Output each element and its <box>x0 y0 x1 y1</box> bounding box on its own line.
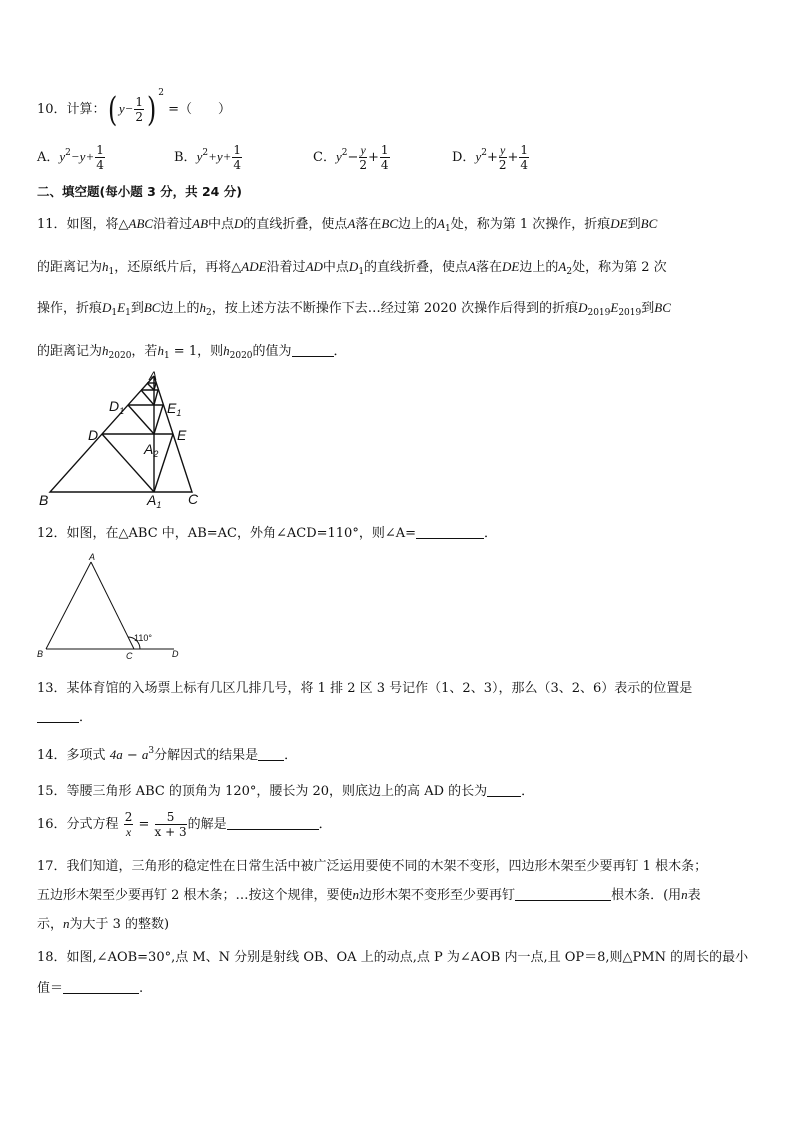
option-b: B．$y^2+y+$ $\frac{1}{4}$ <box>174 143 242 172</box>
question-17-line-1: 17．我们知道，三角形的稳定性在日常生活中被广泛运用要使不同的木架不变形，四边形木架至少要再钉 1 根木条； <box>37 859 708 874</box>
answer-blank-17 <box>515 888 611 901</box>
q10-number: 10．计算： <box>37 102 106 117</box>
answer-blank-14 <box>258 748 284 761</box>
question-12: 12．如图，在△ABC 中，AB=AC，外角∠ACD=110°，则∠A= ． <box>37 526 498 541</box>
question-13: 13．某体育馆的入场票上标有几区几排几号，将 1 排 2 区 3 号记作（1、2、3），那么（3、2、6）表示的位置是 <box>37 681 693 696</box>
fig11-label-a2: $A_2$ <box>144 441 159 459</box>
q10-fraction: $\frac{1}{2}$ <box>135 95 143 124</box>
question-15: 15．等腰三角形 ABC 的顶角为 120°，腰长为 20，则底边上的高 AD 的长为 ． <box>37 784 535 799</box>
answer-blank-13 <box>37 710 79 723</box>
fig12-label-c: C <box>126 651 133 661</box>
figure-11-triangle <box>36 366 211 510</box>
option-a: A．$y^2-y+$ $\frac{1}{4}$ <box>37 143 104 172</box>
section-heading: 二、填空题(每小题 3 分，共 24 分) <box>37 184 242 199</box>
answer-blank-18 <box>63 981 139 994</box>
question-17-line-3: 示，n为大于 3 的整数) <box>37 916 170 932</box>
question-13-answer: ． <box>37 706 92 725</box>
answer-blank-12 <box>416 526 484 539</box>
fig11-label-d1: $D_1$ <box>109 398 125 416</box>
fig12-label-a: A <box>89 552 96 562</box>
question-16: 16．分式方程 $\frac{2}{x}$ = $\frac{5}{x + 3}$ 的解是 ． <box>37 810 332 839</box>
question-10: 10．计算：( y− $\frac{1}{2}$ ) $^2$ =（ ） <box>37 88 232 130</box>
option-d: D．$y^2+$ $\frac{y}{2}$ + $\frac{1}{4}$ <box>452 143 529 172</box>
answer-blank-15 <box>487 784 521 797</box>
question-11-line-4: 的距离记为$h_{2020}$，若$h_1 = 1$，则$h_{2020}$的值为 ． <box>37 343 347 361</box>
answer-blank-11 <box>292 344 334 357</box>
answer-blank-16 <box>227 817 319 830</box>
fig11-label-e: E <box>177 427 187 443</box>
fig12-label-b: B <box>37 649 44 659</box>
question-11-line-1: 11．如图，将△ABC沿着过AB中点D的直线折叠，使点A落在BC边上的$A_1$处，称为第 1 次操作，折痕DE到BC <box>37 216 658 234</box>
fig11-label-a1: $A_1$ <box>147 492 162 510</box>
fig11-label-b: B <box>39 492 49 508</box>
fig12-angle-label: 110° <box>134 633 152 643</box>
question-14: 14．多项式 $4a - a^3$分解因式的结果是 ． <box>37 746 298 763</box>
question-17-line-2: 五边形木架至少要再钉 2 根木条；…按这个规律，要使n边形木架不变形至少要再钉 根木条．(用n表 <box>37 887 701 903</box>
question-18-line-1: 18．如图,∠AOB=30°,点 M、N 分别是射线 OB、OA 上的动点,点 P 为∠AOB 内一点,且 OP＝8,则△PMN 的周长的最小 <box>37 950 749 965</box>
question-11-line-3: 操作，折痕$D_1E_1$到BC边上的$h_2$，按上述方法不断操作下去…经过第 2020 次操作后得到的折痕$D_{2019}E_{2019}$到BC <box>37 300 671 318</box>
fig11-label-c: C <box>188 491 199 507</box>
fig11-label-a: A <box>149 369 158 383</box>
fig12-label-d: D <box>172 649 179 659</box>
figure-12-triangle <box>34 552 194 662</box>
question-11-line-2: 的距离记为$h_1$，还原纸片后，再将△ADE沿着过AD中点$D_1$的直线折叠，使点A落在DE边上的$A_2$处，称为第 2 次 <box>37 259 667 277</box>
fig11-label-e1: $E_1$ <box>167 400 182 418</box>
option-c: C．$y^2-$ $\frac{y}{2}$ + $\frac{1}{4}$ <box>313 143 389 172</box>
question-18-line-2: 值＝ . <box>37 981 144 996</box>
fig11-label-d: D <box>88 427 99 443</box>
